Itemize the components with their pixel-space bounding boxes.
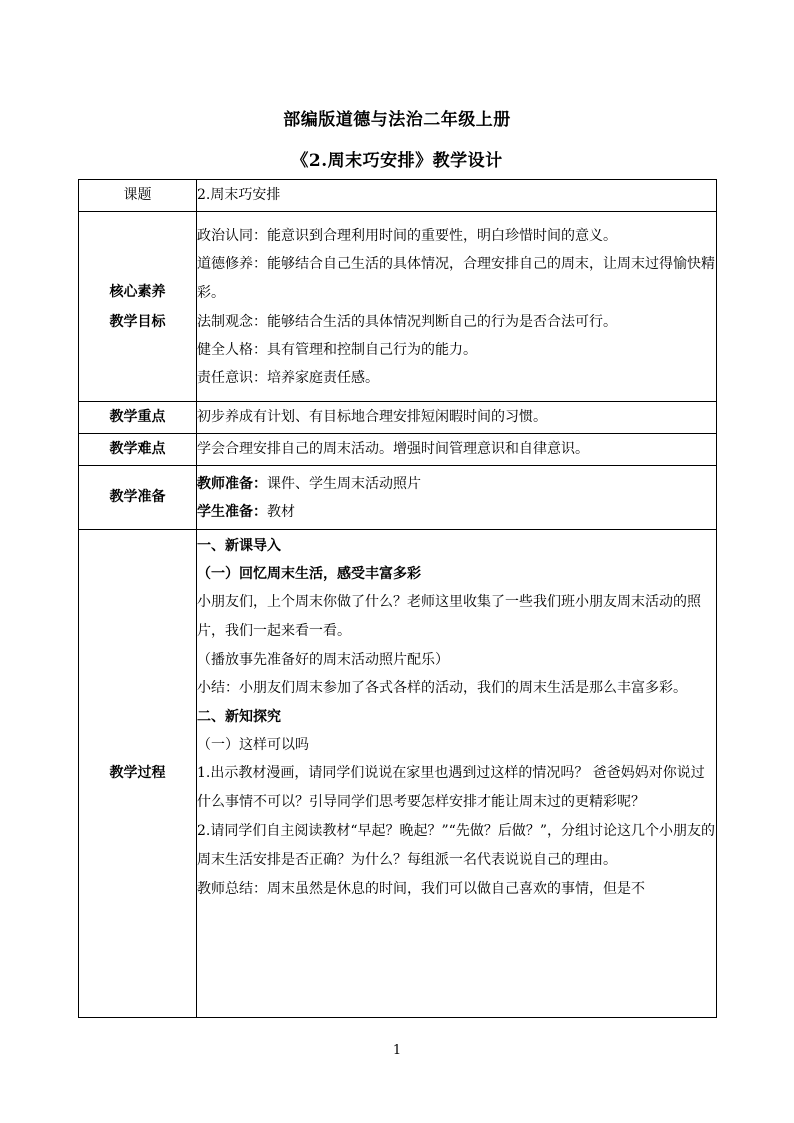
label-topic: 课题: [79, 180, 197, 212]
page-number: 1: [392, 1043, 402, 1058]
goal-item: 道德修养：能够结合自己生活的具体情况，合理安排自己的周末，让周末过得愉快精彩。: [197, 255, 715, 301]
section-heading: 二、新知探究: [197, 709, 281, 725]
goal-item: 法制观念：能够结合生活的具体情况判断自己的行为是否合法可行。: [197, 313, 617, 330]
value-key-point: 初步养成有计划、有目标地合理安排短闲暇时间的习惯。: [197, 402, 717, 434]
row-key-point: [79, 402, 717, 434]
value-preparation: [197, 466, 717, 530]
paragraph: （播放事先准备好的周末活动照片配乐）: [197, 652, 449, 668]
student-preparation: [197, 498, 716, 526]
student-preparation-value: 教材: [267, 503, 295, 520]
value-process: [197, 530, 717, 1018]
goal-item: 政治认同：能意识到合理利用时间的重要性，明白珍惜时间的意义。: [197, 227, 617, 244]
paragraph: 2.请同学们自主阅读教材“早起？晚起？”“先做？后做？”，分组讨论这几个小朋友的周末生活安排是否正确？为什么？每组派一名代表说说自己的理由。: [197, 823, 715, 868]
goal-item: 健全人格：具有管理和控制自己行为的能力。: [197, 341, 477, 358]
student-preparation-label: 学生准备：: [197, 503, 267, 520]
section-subheading: （一）这样可以吗: [197, 737, 309, 753]
label-difficulty: 教学难点: [79, 434, 197, 466]
label-preparation: 教学准备: [79, 466, 197, 530]
teacher-preparation-label: 教师准备：: [197, 475, 267, 492]
goal-item: 责任意识：培养家庭责任感。: [197, 369, 379, 386]
teacher-preparation-value: 课件、学生周末活动照片: [267, 475, 421, 492]
paragraph: 小朋友们，上个周末你做了什么？老师这里收集了一些我们班小朋友周末活动的照片，我们一起来看一看。: [197, 594, 701, 639]
paragraph: 1.出示教材漫画，请同学们说说在家里也遇到过这样的情况吗？ 爸爸妈妈对你说过什么事情不可以？引导同学们思考要怎样安排才能让周末过的更精彩呢？: [197, 765, 705, 810]
row-process: [79, 530, 717, 1018]
goals-list: [197, 212, 717, 402]
label-process: 教学过程: [79, 530, 197, 1018]
label-goals-line1: 核心素养: [109, 283, 166, 300]
row-goals: [79, 212, 717, 402]
document-subtitle: 《2.周末巧安排》教学设计: [291, 151, 503, 171]
label-goals-line2: 教学目标: [109, 313, 166, 330]
section-subheading: （一）回忆周末生活，感受丰富多彩: [197, 566, 421, 582]
paragraph: 小结：小朋友们周末参加了各式各样的活动，我们的周末生活是那么丰富多彩。: [197, 680, 687, 696]
row-preparation: [79, 466, 717, 530]
document-title: 部编版道德与法治二年级上册: [283, 110, 511, 130]
value-difficulty: 学会合理安排自己的周末活动。增强时间管理意识和自律意识。: [197, 434, 717, 466]
paragraph: 教师总结：周末虽然是休息的时间，我们可以做自己喜欢的事情，但是不: [197, 881, 645, 897]
row-difficulty: [79, 434, 717, 466]
teacher-preparation: [197, 470, 716, 498]
label-key-point: 教学重点: [79, 402, 197, 434]
lesson-plan-table: [78, 179, 717, 1018]
section-heading: 一、新课导入: [197, 538, 281, 554]
label-goals: [79, 212, 197, 402]
value-topic: 2.周末巧安排: [197, 180, 717, 212]
row-topic: [79, 180, 717, 212]
